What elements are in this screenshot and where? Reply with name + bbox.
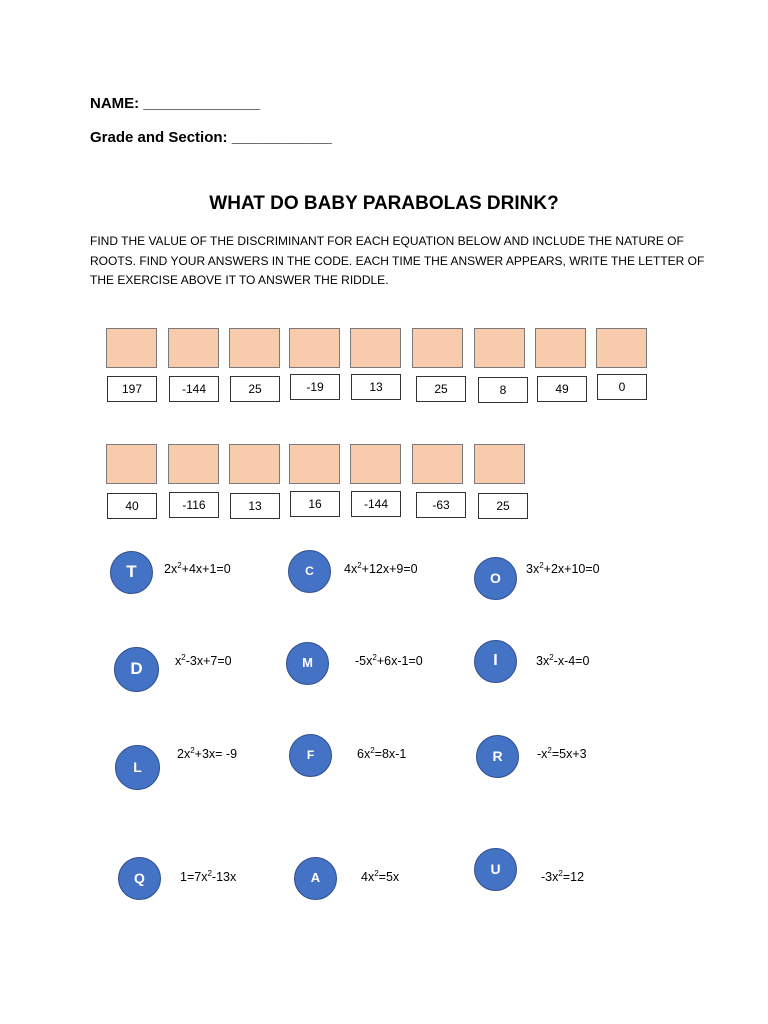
instruction-line: FIND THE VALUE OF THE DISCRIMINANT FOR EACH EQUATION BELOW AND INCLUDE THE NATURE OF [90,234,684,248]
equation-part: 3x [526,562,540,576]
letter-circle-o: O [474,557,517,600]
exponent: 2 [539,560,544,570]
answer-box[interactable] [596,328,647,368]
code-value: -144 [169,376,219,402]
answer-box[interactable] [289,328,340,368]
letter-circle-q: Q [118,857,161,900]
equation-part: =5x [378,870,400,884]
name-field[interactable]: NAME: ______________ [90,95,261,112]
equation-part: +3x= -9 [194,747,238,761]
code-value: 25 [416,376,466,402]
equation [361,870,399,884]
answer-box[interactable] [412,328,463,368]
code-value: 40 [107,493,157,519]
grade-section-field[interactable]: Grade and Section: ____________ [90,129,332,146]
code-value: 25 [478,493,528,519]
equation [164,562,231,576]
equation-part: -3x [541,870,559,884]
equation-part: 3x [536,654,550,668]
equation [344,562,418,576]
answer-box[interactable] [474,328,525,368]
equation [536,654,589,668]
exponent: 2 [357,560,362,570]
answer-box[interactable] [350,328,401,368]
answer-box[interactable] [168,328,219,368]
answer-box[interactable] [289,444,340,484]
letter-circle-i: I [474,640,517,683]
page-title: WHAT DO BABY PARABOLAS DRINK? [209,193,559,214]
equation-part: =12 [562,870,585,884]
answer-box[interactable] [412,444,463,484]
instructions [90,232,705,291]
exponent: 2 [181,652,186,662]
exponent: 2 [207,868,212,878]
equation-part: +6x-1=0 [376,654,423,668]
equation-part: +4x+1=0 [181,562,231,576]
answer-box[interactable] [474,444,525,484]
equation-part: -3x+7=0 [185,654,232,668]
equation-part: 1=7x [180,870,208,884]
code-value: 25 [230,376,280,402]
exponent: 2 [370,745,375,755]
equation-part: 4x [361,870,375,884]
code-value: 49 [537,376,587,402]
instruction-line: ROOTS. FIND YOUR ANSWERS IN THE CODE. EACH TIME THE ANSWER APPEARS, WRITE THE LETTER OF [90,253,705,268]
code-value: 8 [478,377,528,403]
exponent: 2 [558,868,563,878]
code-value: 13 [230,493,280,519]
exponent: 2 [547,745,552,755]
equation [177,747,237,761]
letter-circle-m: M [286,642,329,685]
equation-part: 6x [357,747,371,761]
code-value: -63 [416,492,466,518]
equation-part: -13x [211,870,237,884]
exponent: 2 [374,868,379,878]
letter-circle-a: A [294,857,337,900]
code-value: -116 [169,492,219,518]
letter-circle-l: L [115,745,160,790]
exponent: 2 [372,652,377,662]
answer-box[interactable] [106,444,157,484]
letter-circle-d: D [114,647,159,692]
letter-circle-r: R [476,735,519,778]
equation-part: -5x [355,654,373,668]
exponent: 2 [190,745,195,755]
equation-part: 2x [177,747,191,761]
equation [357,747,406,761]
equation-part: +12x+9=0 [361,562,418,576]
equation [526,562,600,576]
equation-part: -x-4=0 [553,654,590,668]
code-value: -19 [290,374,340,400]
answer-box[interactable] [350,444,401,484]
equation-part: +2x+10=0 [543,562,600,576]
answer-box[interactable] [535,328,586,368]
letter-circle-t: T [110,551,153,594]
code-value: 13 [351,374,401,400]
instruction-line: THE EXERCISE ABOVE IT TO ANSWER THE RIDDLE. [90,273,389,287]
answer-box[interactable] [229,328,280,368]
equation [355,654,423,668]
answer-box[interactable] [168,444,219,484]
equation-part: -x [537,747,548,761]
answer-box[interactable] [229,444,280,484]
equation [541,870,584,884]
code-value: 0 [597,374,647,400]
exponent: 2 [549,652,554,662]
equation-part: x [175,654,182,668]
equation-part: 2x [164,562,178,576]
equation-part: =5x+3 [551,747,587,761]
code-value: 197 [107,376,157,402]
equation [180,870,236,884]
equation-part: 4x [344,562,358,576]
equation-part: =8x-1 [374,747,407,761]
letter-circle-u: U [474,848,517,891]
equation [537,747,587,761]
exponent: 2 [177,560,182,570]
letter-circle-f: F [289,734,332,777]
equation [175,654,232,668]
code-value: 16 [290,491,340,517]
code-value: -144 [351,491,401,517]
letter-circle-c: C [288,550,331,593]
answer-box[interactable] [106,328,157,368]
